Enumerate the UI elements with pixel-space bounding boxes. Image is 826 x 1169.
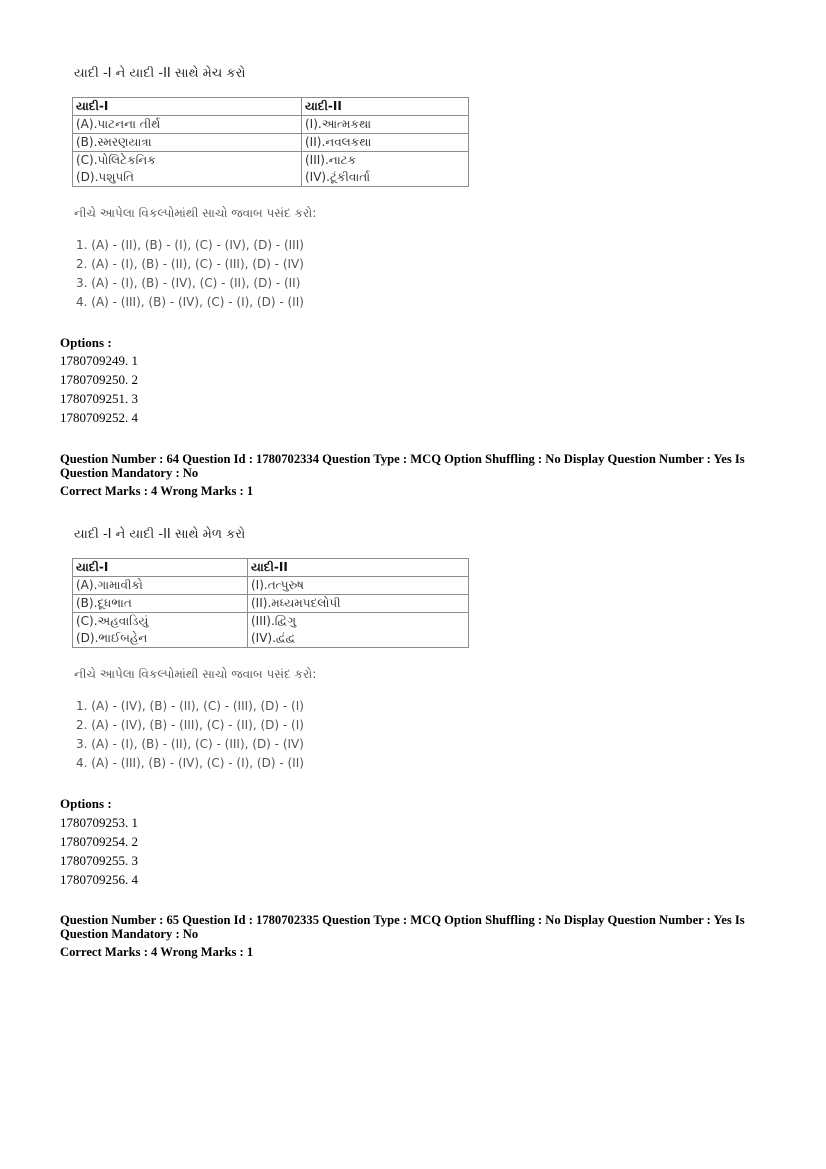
table-cell: (II).મધ્યમપદલોપી (248, 595, 469, 613)
table-cell-group (73, 152, 302, 187)
table-cell-group (302, 152, 469, 187)
table-cell-text: (IV).દ્વંદ્વ (251, 631, 296, 645)
table-header-row (73, 98, 469, 116)
column-header-list-2: યાદી-II (302, 98, 469, 116)
instruction-text: નીચે આપેલા વિકલ્પોમાંથી સાચો જવાબ પસંદ કરો: (74, 206, 317, 220)
question-metadata (60, 913, 760, 959)
marks-line: Correct Marks : 4 Wrong Marks : 1 (60, 945, 254, 959)
options-label: Options : (60, 335, 112, 350)
question-title: યાદી -I ને યાદી -II સાથે મેળ કરો (74, 527, 246, 542)
table-cell: (A).પાટનના તીર્થ (73, 116, 302, 134)
table-row (73, 595, 469, 613)
table-header-row (73, 559, 469, 577)
table-cell: (I).તત્પુરુષ (248, 577, 469, 595)
table-cell: (II).નવલકથા (302, 134, 469, 152)
question-meta-line: Question Number : 65 Question Id : 1780702335 Question Type : MCQ Option Shuffling : No Display Question Number : Yes Is (60, 913, 745, 927)
column-header-list-1: યાદી-I (73, 559, 248, 577)
table-cell: (A).ગામાવીકો (73, 577, 248, 595)
table-cell-text: (IV).ટૂંકીવાર્તા (305, 170, 371, 184)
table-row (73, 152, 469, 187)
question-meta-line: Question Mandatory : No (60, 927, 199, 941)
table-cell-group (73, 613, 248, 648)
option-id: 1780709256. 4 (60, 872, 138, 887)
table-cell-text: (III).દ્વિગુ (251, 614, 297, 628)
table-row (73, 116, 469, 134)
list-item: 2. (A) - (IV), (B) - (III), (C) - (II), (D) - (I) (76, 718, 304, 732)
table-cell: (B).દૂધભાત (73, 595, 248, 613)
table-cell-text: (D).પશુપતિ (76, 170, 134, 184)
option-id: 1780709251. 3 (60, 391, 138, 406)
option-id: 1780709252. 4 (60, 410, 138, 425)
option-id: 1780709250. 2 (60, 372, 138, 387)
table-cell: (I).આત્મકથા (302, 116, 469, 134)
question-title: યાદી -I ને યાદી -II સાથે મેચ કરો (74, 66, 246, 81)
table-cell-text: (III).નાટક (305, 153, 357, 167)
match-table (72, 97, 469, 187)
list-item: 4. (A) - (III), (B) - (IV), (C) - (I), (D) - (II) (76, 295, 304, 309)
list-item: 3. (A) - (I), (B) - (II), (C) - (III), (D) - (IV) (76, 737, 304, 751)
table-cell-group (248, 613, 469, 648)
question-metadata (60, 452, 760, 498)
list-item: 1. (A) - (IV), (B) - (II), (C) - (III), (D) - (I) (76, 699, 304, 713)
option-id: 1780709253. 1 (60, 815, 138, 830)
table-row (73, 613, 469, 648)
table-cell-text: (C).પોલિટેકનિક (76, 153, 156, 167)
instruction-text: નીચે આપેલા વિકલ્પોમાંથી સાચો જવાબ પસંદ કરો: (74, 667, 317, 681)
match-table (72, 558, 469, 648)
list-item: 4. (A) - (III), (B) - (IV), (C) - (I), (D) - (II) (76, 756, 304, 770)
option-id: 1780709249. 1 (60, 353, 138, 368)
table-cell-text: (D).ભાઈબહેન (76, 631, 148, 645)
answer-choices (60, 697, 304, 773)
list-item: 1. (A) - (II), (B) - (I), (C) - (IV), (D) - (III) (76, 238, 304, 252)
table-cell-text: (C).અહવાડિયું (76, 614, 149, 628)
column-header-list-2: યાદી-II (248, 559, 469, 577)
marks-line: Correct Marks : 4 Wrong Marks : 1 (60, 484, 254, 498)
list-item: 3. (A) - (I), (B) - (IV), (C) - (II), (D) - (II) (76, 276, 301, 290)
option-id: 1780709254. 2 (60, 834, 138, 849)
options-label: Options : (60, 796, 112, 811)
question-meta-line: Question Mandatory : No (60, 466, 199, 480)
answer-choices (60, 236, 304, 312)
option-id: 1780709255. 3 (60, 853, 138, 868)
table-row (73, 577, 469, 595)
table-row (73, 134, 469, 152)
table-cell: (B).સ્મરણયાત્રા (73, 134, 302, 152)
column-header-list-1: યાદી-I (73, 98, 302, 116)
list-item: 2. (A) - (I), (B) - (II), (C) - (III), (D) - (IV) (76, 257, 304, 271)
question-meta-line: Question Number : 64 Question Id : 1780702334 Question Type : MCQ Option Shuffling : No Display Question Number : Yes Is (60, 452, 745, 466)
